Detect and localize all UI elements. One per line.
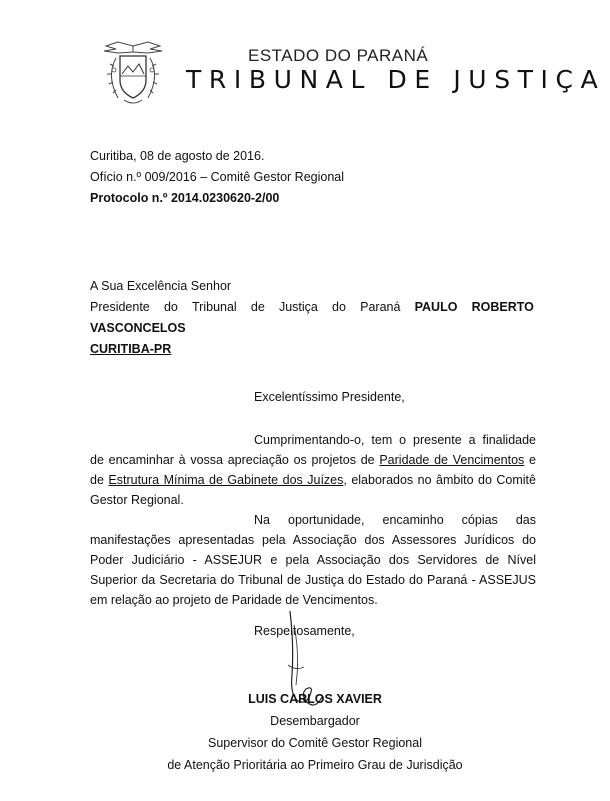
body-paragraph-1 (90, 430, 536, 510)
signatory-block (150, 688, 480, 776)
body-text: e de (90, 453, 536, 487)
body-text: , elaborados no âmbito do Comitê Gestor Regional. (90, 473, 536, 507)
addr-word: do (163, 300, 178, 314)
addr-word: do (332, 300, 346, 314)
salutation: Excelentíssimo Presidente, (254, 390, 405, 404)
protocol-number: Protocolo n.º 2014.0230620-2/00 (90, 191, 280, 205)
project-paridade: Paridade de Vencimentos (379, 453, 525, 467)
closing: Respeitosamente, (254, 624, 355, 638)
signatory-role-continued: de Atenção Prioritária ao Primeiro Grau de Jurisdição (167, 758, 463, 772)
addr-word: Tribunal (192, 300, 237, 314)
addr-word: Paraná (360, 300, 401, 314)
addressee-surname: VASCONCELOS (90, 321, 186, 335)
addr-word: de (250, 300, 265, 314)
letter-meta (90, 146, 344, 209)
signatory-title: Desembargador (270, 714, 360, 728)
signatory-role: Supervisor do Comitê Gestor Regional (208, 736, 422, 750)
project-estrutura: Estrutura Mínima de Gabinete dos Juízes (108, 473, 344, 487)
office-number: Ofício n.º 009/2016 – Comitê Gestor Regional (90, 170, 345, 184)
addressee-name-second: ROBERTO (471, 300, 534, 314)
body-text: Cumprimentando-o, tem o presente a finalidade de encaminhar à vossa apreciação os projetos de (90, 433, 536, 467)
addressee-block (90, 276, 534, 360)
letterhead (98, 40, 606, 110)
coat-of-arms-icon (98, 40, 168, 108)
court-name: TRIBUNAL DE JUSTIÇA (186, 65, 606, 94)
letter-body (90, 430, 536, 610)
addr-word: Presidente (90, 300, 150, 314)
addressee-greeting: A Sua Excelência Senhor (90, 279, 232, 293)
signatory-name: LUIS CARLOS XAVIER (248, 692, 382, 706)
body-paragraph-2: Na oportunidade, encaminho cópias das manifestações apresentadas pela Associação dos Assessores Jurídicos do Poder Judiciário - ASSEJUR e pela Associação dos Servidores de Nível Superior da Secretaria do Tribunal de Justiça do Estado do Paraná - ASSEJUS em relação ao projeto de Paridade de Vencimentos. (90, 513, 536, 607)
addressee-city: CURITIBA-PR (90, 342, 172, 356)
addressee-title-line (90, 297, 534, 318)
letter-date: Curitiba, 08 de agosto de 2016. (90, 149, 265, 163)
state-name: ESTADO DO PARANÁ (248, 46, 429, 65)
addressee-name-first: PAULO (414, 300, 458, 314)
addr-word: Justiça (278, 300, 318, 314)
